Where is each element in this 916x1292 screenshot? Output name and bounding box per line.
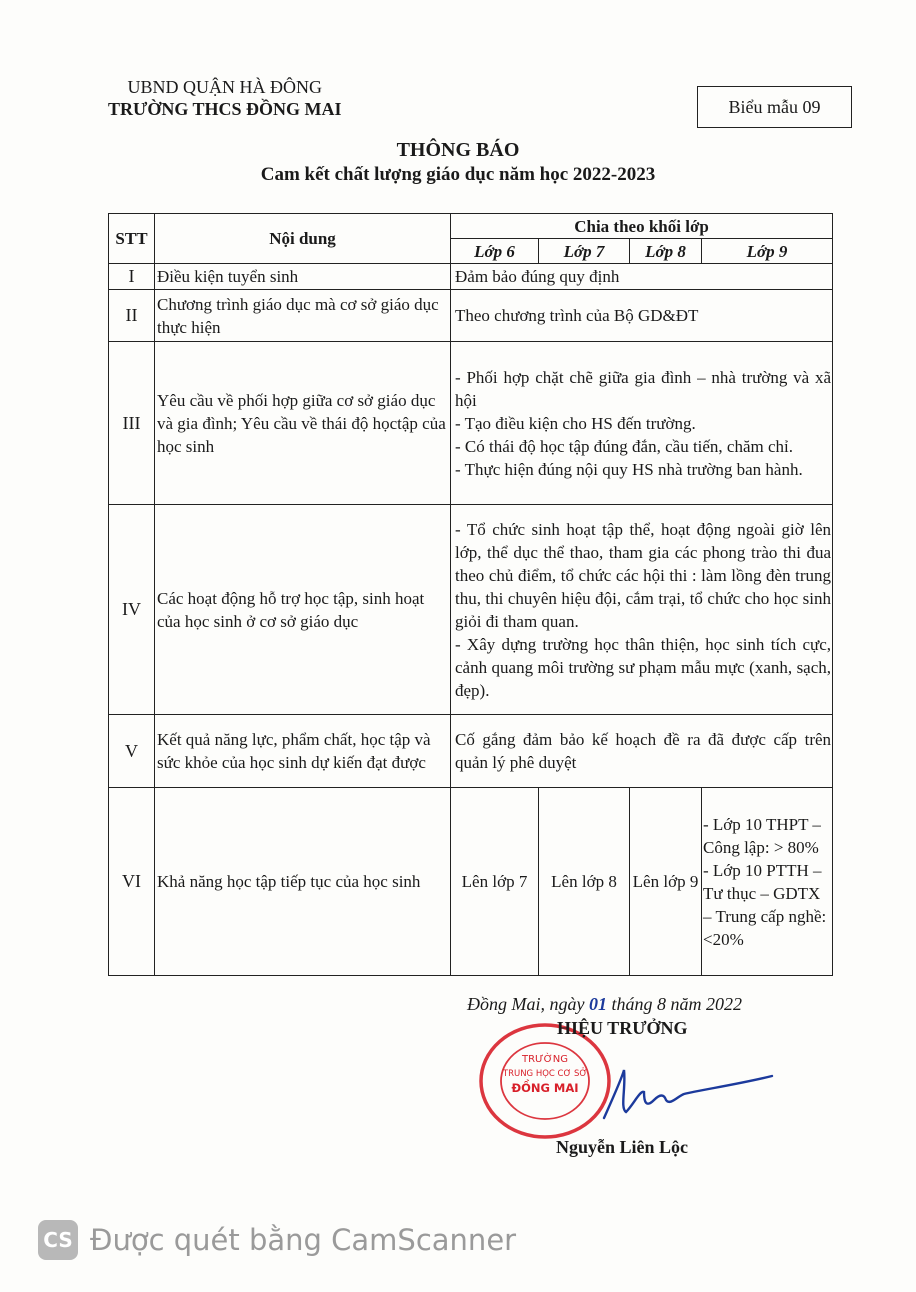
header-grade-group: Chia theo khối lớp — [451, 214, 833, 239]
row-value: Đảm bảo đúng quy định — [451, 264, 833, 290]
row-grade-9-line: - Lớp 10 THPT – Công lập: > 80% — [703, 814, 821, 857]
header-stt: STT — [109, 214, 155, 264]
principal-name: Nguyễn Liên Lộc — [556, 1137, 689, 1157]
org-name: UBND QUẬN HÀ ĐÔNG — [127, 77, 323, 97]
date-month-label: tháng — [611, 994, 653, 1014]
camscanner-text: Được quét bằng CamScanner — [90, 1223, 517, 1257]
row-content: Yêu cầu về phối hợp giữa cơ sở giáo dục và gia đình; Yêu cầu về thái độ họctập của học sinh — [155, 342, 451, 505]
row-value — [451, 342, 833, 505]
row-stt: VI — [109, 788, 155, 976]
page-subtitle: Cam kết chất lượng giáo dục năm học 2022-2023 — [260, 164, 656, 185]
row-value — [451, 505, 833, 715]
stamp-line: ĐỒNG MAI — [511, 1081, 579, 1095]
row-value-line: - Có thái độ học tập đúng đắn, cầu tiến, chăm chỉ. — [455, 436, 794, 456]
school-name: TRƯỜNG THCS ĐỒNG MAI — [108, 99, 342, 119]
page-title: THÔNG BÁO — [396, 139, 520, 161]
row-grade-7: Lên lớp 8 — [539, 788, 630, 976]
row-content: Các hoạt động hỗ trợ học tập, sinh hoạt của học sinh ở cơ sở giáo dục — [155, 505, 451, 715]
row-value: Theo chương trình của Bộ GD&ĐT — [451, 290, 833, 342]
table-row — [109, 342, 833, 505]
signing-date — [467, 994, 742, 1015]
table-row — [109, 788, 833, 976]
date-month: 8 — [657, 994, 666, 1014]
header-content: Nội dung — [155, 214, 451, 264]
table-row — [109, 290, 833, 342]
row-value-line: - Phối hợp chặt chẽ giữa gia đình – nhà trường và xã hội — [455, 367, 832, 410]
row-value: Cố gắng đảm bảo kế hoạch đề ra đã được cấp trên quản lý phê duyệt — [451, 715, 833, 788]
camscanner-watermark — [38, 1220, 516, 1260]
principal-title: HIỆU TRƯỞNG — [557, 1018, 688, 1038]
date-day: 01 — [588, 994, 607, 1014]
commitment-table — [108, 213, 833, 976]
row-value-line: - Tạo điều kiện cho HS đến trường. — [455, 413, 696, 433]
row-stt: V — [109, 715, 155, 788]
row-grade-8: Lên lớp 9 — [630, 788, 702, 976]
header-grade-9: Lớp 9 — [702, 239, 833, 264]
camscanner-logo-icon: CS — [38, 1220, 78, 1260]
stamp-line: TRƯỜNG — [522, 1054, 568, 1065]
row-stt: III — [109, 342, 155, 505]
form-number-box — [697, 86, 852, 128]
row-content: Kết quả năng lực, phẩm chất, học tập và sức khỏe của học sinh dự kiến đạt được — [155, 715, 451, 788]
row-value-line: - Xây dựng trường học thân thiện, học sinh tích cực, cảnh quang môi trường sư phạm mẫu mực (xanh, sạch, đẹp). — [455, 634, 832, 700]
row-content: Khả năng học tập tiếp tục của học sinh — [155, 788, 451, 976]
table-row — [109, 264, 833, 290]
header-grade-8: Lớp 8 — [630, 239, 702, 264]
header-left — [108, 76, 342, 120]
signature-scribble — [600, 1060, 780, 1130]
row-value-line: - Tổ chức sinh hoạt tập thể, hoạt động ngoài giờ lên lớp, thể dục thể thao, tham gia các phong trào thi đua theo chủ điểm, tổ chức các hội thi : làm lồng đèn trung thu, thi chuyên hiệu đội, cắm trại, tổ chức cho học sinh giỏi đi tham quan. — [455, 519, 832, 631]
header-grade-6: Lớp 6 — [451, 239, 539, 264]
stamp-line: TRUNG HỌC CƠ SỞ — [502, 1069, 588, 1079]
row-stt: IV — [109, 505, 155, 715]
date-year: năm 2022 — [670, 994, 742, 1014]
header-grade-7: Lớp 7 — [539, 239, 630, 264]
table-row — [109, 505, 833, 715]
school-stamp — [478, 1022, 612, 1140]
row-grade-6: Lên lớp 7 — [451, 788, 539, 976]
table-row — [109, 715, 833, 788]
row-value-line: - Thực hiện đúng nội quy HS nhà trường ban hành. — [455, 459, 803, 479]
row-content: Chương trình giáo dục mà cơ sở giáo dục thực hiện — [155, 290, 451, 342]
row-stt: II — [109, 290, 155, 342]
row-content: Điều kiện tuyển sinh — [155, 264, 451, 290]
row-grade-9-line: - Lớp 10 PTTH – Tư thục – GDTX – Trung cấp nghề: <20% — [703, 860, 827, 949]
row-grade-9 — [702, 788, 833, 976]
form-number-label: Biểu mẫu 09 — [728, 96, 821, 117]
date-prefix: Đồng Mai, ngày — [467, 994, 585, 1014]
row-stt: I — [109, 264, 155, 290]
table-header-row — [109, 214, 833, 239]
